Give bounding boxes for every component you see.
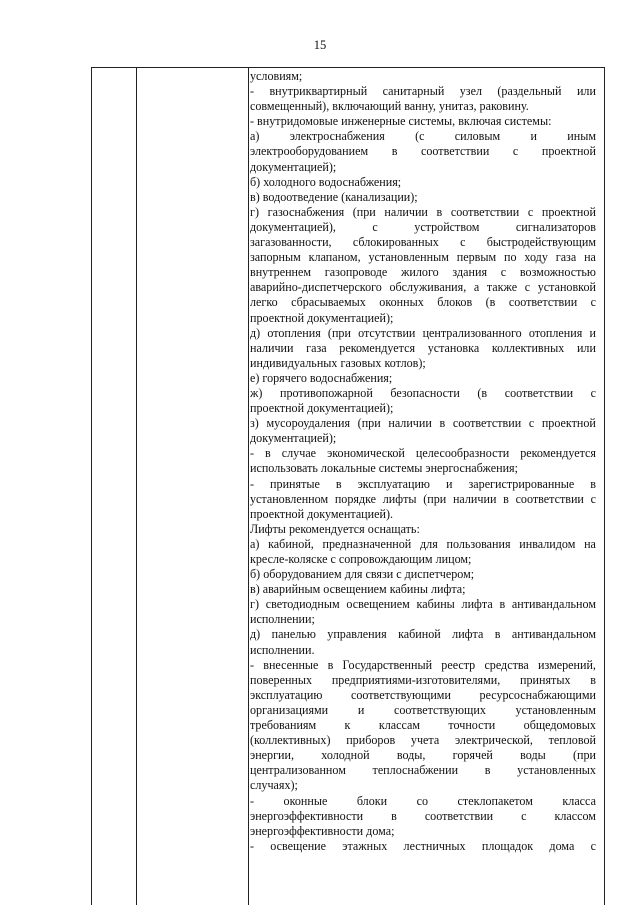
text-word: реестр [441, 657, 476, 672]
text-line: совмещенный), включающий ванну, унитаз, раковину. [250, 99, 529, 114]
text-word: (в [485, 295, 496, 310]
text-line [250, 295, 596, 310]
text-word: кабины [416, 597, 455, 612]
text-line [250, 703, 596, 718]
text-word: энергоэффективности [250, 808, 364, 823]
page-number: 15 [313, 38, 327, 52]
text-word: с [528, 416, 535, 431]
text-word: принятых [520, 672, 571, 687]
text-line: проектной документацией); [250, 310, 394, 325]
text-word: газопроводе [324, 265, 388, 280]
text-word: электрической, [454, 733, 533, 748]
text-word: в [391, 144, 398, 159]
text-word: - [250, 838, 255, 853]
text-word: - [250, 657, 255, 672]
text-line: использовать локальные системы энергоснабжения; [250, 461, 518, 476]
text-word: с [527, 204, 534, 219]
text-word: предназначенной [322, 536, 412, 551]
text-word: установленным [368, 250, 449, 265]
text-word: поверенных [250, 672, 313, 687]
text-word: проектной [541, 204, 596, 219]
text-line [250, 597, 596, 612]
text-word: установленных [517, 763, 596, 778]
text-word: освещение [270, 838, 327, 853]
text-word: - [250, 84, 255, 99]
text-line [250, 129, 596, 144]
text-word: - [250, 476, 255, 491]
text-line [250, 250, 596, 265]
text-word: первым [456, 250, 497, 265]
text-word: эксплуатацию [357, 476, 430, 491]
text-line: Лифты рекомендуется оснащать: [250, 521, 420, 536]
table-column-number [92, 68, 137, 905]
text-word: с [590, 491, 596, 506]
text-word: этажных [342, 838, 388, 853]
text-word: стеклопакетом [457, 793, 533, 808]
text-line: энергоэффективности дома; [250, 823, 395, 838]
text-word: жилого [401, 265, 439, 280]
text-line [250, 416, 596, 431]
text-word: запорным [250, 250, 301, 265]
text-word: с [500, 265, 507, 280]
text-word: в [590, 672, 596, 687]
text-word: лифта [452, 627, 484, 642]
text-word: установленном [250, 491, 329, 506]
text-word: воды [520, 748, 546, 763]
text-word: а) [250, 129, 260, 144]
text-word: (при [423, 491, 447, 506]
text-word: лифта [461, 597, 493, 612]
text-line: условиям; [250, 69, 303, 83]
text-word: централизованного [422, 325, 522, 340]
text-word: холодной [321, 748, 370, 763]
text-word: дома [549, 838, 575, 853]
text-line [250, 326, 596, 341]
text-word: кабиной, [268, 536, 314, 551]
text-line: индивидуальных газовых котлов); [250, 355, 426, 370]
text-word: г) [250, 597, 259, 612]
text-word: быстродействующим [486, 235, 596, 250]
text-word: противопожарной [279, 385, 373, 400]
text-word: классом [554, 808, 596, 823]
text-word: безопасности [390, 385, 460, 400]
text-word: отсутствии [358, 325, 416, 340]
text-line [250, 341, 596, 356]
text-word: отопления [267, 325, 321, 340]
text-word: соответствии [508, 295, 578, 310]
text-word: здания [452, 265, 488, 280]
text-line [250, 718, 596, 733]
text-word: рекомендуется [520, 446, 596, 461]
text-word: проектной [541, 144, 596, 159]
text-word: теплоснабжении [372, 763, 459, 778]
text-word: на [584, 536, 596, 551]
text-word: в [590, 476, 596, 491]
text-word: проектной [541, 416, 596, 431]
text-word: общедомовых [523, 718, 596, 733]
text-line [250, 673, 596, 688]
text-word: наличии [250, 340, 294, 355]
text-word: документацией), [250, 219, 336, 234]
text-line: кресле-коляске с сопровождающим лицом; [250, 552, 472, 566]
text-word: соответствии [452, 416, 522, 431]
text-word: г) [250, 204, 259, 219]
text-word: экономической [327, 446, 405, 461]
text-line [250, 794, 596, 809]
text-word: в [484, 763, 491, 778]
text-word: рекомендуется [339, 340, 416, 355]
table-column-requirements [250, 69, 596, 854]
text-word: а) [250, 536, 260, 551]
text-line: в) водоотведение (канализации); [250, 189, 418, 204]
text-word: ж) [250, 385, 263, 400]
text-word: энергии, [250, 748, 295, 763]
text-word: д) [250, 627, 261, 642]
text-word: сигнализаторов [515, 219, 596, 234]
text-word: с [524, 280, 531, 295]
text-word: мусороудаления [266, 416, 351, 431]
text-word: организациями [250, 702, 329, 717]
text-word: к [344, 718, 351, 733]
text-word: зарегистрированные [468, 476, 575, 491]
text-word: в [327, 657, 334, 672]
text-word: или [576, 84, 596, 99]
text-line: исполнении; [250, 612, 315, 627]
text-word: (раздельный [497, 84, 562, 99]
text-word: узел [459, 84, 482, 99]
text-word: инвалидом [519, 536, 576, 551]
text-word: средства [484, 657, 529, 672]
text-line [250, 205, 596, 220]
text-line [250, 537, 596, 552]
text-word: иным [567, 129, 596, 144]
text-line: исполнении. [250, 642, 315, 657]
text-word: соответствующими [350, 687, 451, 702]
text-word: (с [415, 129, 425, 144]
text-word: горячей [452, 748, 493, 763]
document-table [91, 67, 605, 905]
text-word: в [439, 416, 446, 431]
text-word: (в [477, 385, 488, 400]
text-word: наличии [384, 204, 428, 219]
text-line [250, 84, 596, 99]
text-word: панелью [271, 627, 316, 642]
text-word: и [446, 476, 453, 491]
text-line [250, 386, 596, 401]
text-word: в [503, 491, 509, 506]
text-word: - [250, 446, 255, 461]
text-word: также [486, 280, 518, 295]
text-line [250, 477, 596, 492]
text-line [250, 492, 596, 507]
text-line: случаях); [250, 778, 298, 793]
text-word: светодиодным [265, 597, 340, 612]
text-word: соответствии [504, 385, 574, 400]
text-word: целесообразности [415, 446, 510, 461]
text-line: б) оборудованием для связи с диспетчером; [250, 567, 475, 582]
text-word: в [499, 597, 506, 612]
text-word: Государственный [342, 657, 433, 672]
text-word: соответствующих [393, 702, 486, 717]
text-word: случае [281, 446, 317, 461]
text-word: наличии [452, 491, 497, 506]
text-line: документацией); [250, 431, 337, 446]
text-word: освещением [346, 597, 410, 612]
text-line [250, 839, 596, 854]
text-word: электроснабжения [289, 129, 385, 144]
text-word: обслуживания, [389, 280, 467, 295]
text-line: е) горячего водоснабжения; [250, 370, 393, 385]
text-word: централизованном [250, 763, 346, 778]
text-word: газоснабжения [267, 204, 345, 219]
text-line [250, 265, 596, 280]
text-word: а [473, 280, 480, 295]
text-word: кабиной [398, 627, 441, 642]
text-line: документацией); [250, 159, 337, 174]
text-word: ходу [524, 250, 548, 265]
text-word: сбрасываемых [291, 295, 366, 310]
text-word: классам [378, 718, 420, 733]
text-word: внесенные [263, 657, 319, 672]
text-word: и [589, 325, 596, 340]
text-word: (при [357, 416, 381, 431]
text-word: возможностью [519, 265, 596, 280]
text-word: в [335, 476, 342, 491]
text-word: в [391, 808, 397, 823]
text-word: соответствии [424, 808, 494, 823]
text-line [250, 144, 596, 159]
text-line [250, 688, 596, 703]
text-word: коллективных [491, 340, 565, 355]
text-word: газа [555, 250, 577, 265]
text-word: аварийно-диспетчерского [250, 280, 382, 295]
text-word: з) [250, 416, 259, 431]
text-word: с [590, 385, 596, 400]
text-word: и [530, 129, 537, 144]
text-word: блоки [356, 793, 388, 808]
table-column-name [137, 68, 249, 905]
text-word: в [436, 204, 443, 219]
text-line [250, 220, 596, 235]
text-word: газа [306, 340, 327, 355]
text-word: клапаном, [308, 250, 361, 265]
text-word: управления [327, 627, 387, 642]
text-word: точности [448, 718, 496, 733]
text-word: электрооборудованием [250, 144, 369, 159]
text-line: б) холодного водоснабжения; [250, 174, 402, 189]
text-word: со [416, 793, 429, 808]
text-word: установленным [515, 702, 596, 717]
text-word: с [590, 838, 596, 853]
text-word: оконные [283, 793, 328, 808]
text-word: соответствии [515, 491, 584, 506]
text-word: соответствии [421, 144, 490, 159]
text-word: учета [410, 733, 440, 748]
text-word: по [504, 250, 517, 265]
text-word: наличии [388, 416, 432, 431]
text-word: (при [352, 204, 376, 219]
text-line [250, 235, 596, 250]
text-word: антивандальном [511, 597, 596, 612]
text-word: антивандальном [511, 627, 596, 642]
text-word: требованиям [250, 718, 317, 733]
text-word: пользования [446, 536, 511, 551]
text-line [250, 446, 596, 461]
text-word: в [494, 627, 501, 642]
text-word: соответствии [450, 204, 520, 219]
text-word: внутреннем [250, 265, 312, 280]
text-word: сблокированных [352, 235, 439, 250]
text-word: загазованности, [250, 235, 332, 250]
text-line [250, 748, 596, 763]
text-word: устройством [414, 219, 480, 234]
text-word: д) [250, 325, 261, 340]
text-word: (при [572, 748, 596, 763]
text-word: приборов [346, 733, 396, 748]
text-word: тепловой [548, 733, 596, 748]
text-word: воды, [396, 748, 426, 763]
text-word: установкой [537, 280, 596, 295]
text-line: проектной документацией); [250, 401, 394, 416]
text-word: оконных [379, 295, 424, 310]
text-word: класса [562, 793, 596, 808]
text-word: для [420, 536, 438, 551]
text-word: отопления [528, 325, 583, 340]
text-word: в [265, 446, 271, 461]
text-word: эксплуатацию [250, 687, 323, 702]
text-word: предприятиями-изготовителями, [331, 672, 501, 687]
text-word: с [512, 144, 519, 159]
text-line [250, 658, 596, 673]
text-word: на [584, 250, 596, 265]
text-word: силовым [454, 129, 501, 144]
text-word: с [590, 295, 596, 310]
text-word: порядке [334, 491, 377, 506]
text-word: или [576, 340, 596, 355]
text-word: с [521, 808, 527, 823]
text-word: (при [327, 325, 351, 340]
text-word: с [460, 235, 466, 250]
text-line [250, 763, 596, 778]
text-word: - [250, 793, 255, 808]
text-word: блоков [437, 295, 473, 310]
text-word: с [372, 219, 378, 234]
text-line: проектной документацией). [250, 506, 394, 521]
text-word: внутриквартирный [269, 84, 368, 99]
text-word: площадок [481, 838, 534, 853]
text-word: лифты [382, 491, 417, 506]
text-word: легко [250, 295, 278, 310]
text-word: установка [427, 340, 480, 355]
text-word: принятые [270, 476, 320, 491]
text-line: в) аварийным освещением кабины лифта; [250, 582, 466, 597]
text-word: и [357, 702, 365, 717]
text-word: санитарный [382, 84, 445, 99]
text-word: ресурсоснабжающими [479, 687, 596, 702]
text-line: - внутридомовые инженерные системы, включая системы: [250, 114, 552, 129]
text-word: (коллективных) [250, 733, 331, 748]
text-line [250, 280, 596, 295]
text-word: лестничных [403, 838, 466, 853]
text-line [250, 733, 596, 748]
text-word: измерений, [538, 657, 596, 672]
text-line [250, 627, 596, 642]
text-line [250, 809, 596, 824]
